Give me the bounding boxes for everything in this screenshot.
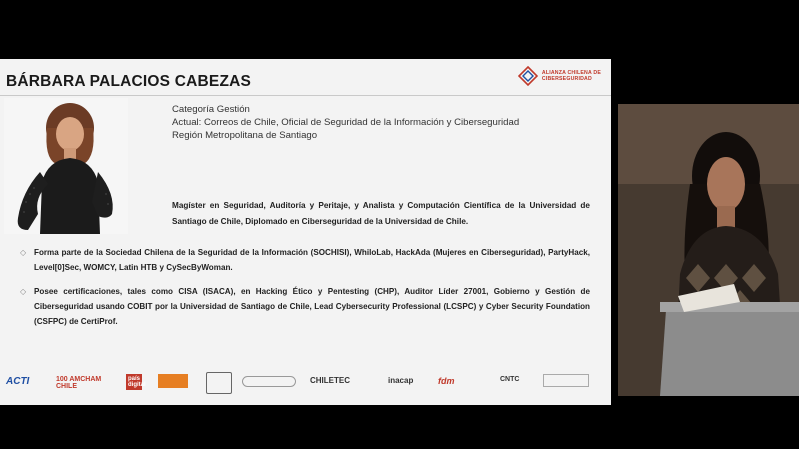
bio-bullet-text: Forma parte de la Sociedad Chilena de la Seguridad de la Información (SOCHISI), WhiloLab, HackAda (Mujeres en Ciberseguridad), PartyHack, Level[0]Sec, WOMCY, Latin HTB y CySecByWoman. [34, 248, 590, 272]
bio-bullet-list [20, 245, 590, 338]
chiletec-logo: CHILETEC [310, 376, 350, 385]
alliance-logo-line1: ALIANZA CHILENA DE [541, 70, 601, 76]
speaker-current-role: Actual: Correos de Chile, Oficial de Seguridad de la Información y Ciberseguridad [172, 117, 520, 129]
header-divider [0, 95, 611, 96]
speaker-photo [4, 98, 128, 234]
speaker-region: Región Metropolitana de Santiago [172, 130, 318, 142]
bio-bullet [20, 284, 590, 329]
bullet-marker-icon: ◇ [20, 248, 27, 257]
pais-digital-logo: país digital [128, 376, 146, 388]
presentation-slide [0, 59, 611, 405]
alliance-logo-line2: CIBERSEGURIDAD [541, 76, 592, 82]
speaker-category: Categoría Gestión [172, 104, 250, 115]
ccs-logo-icon [242, 376, 296, 387]
university-logo-icon [206, 372, 232, 394]
cntc-logo: CNTC [500, 376, 520, 383]
speaker-details [172, 103, 519, 143]
colegio-ingenieros-logo-icon [543, 374, 589, 387]
fdm-logo: fdm [438, 376, 455, 386]
bio-bullet-text: Posee certificaciones, tales como CISA (ISACA), en Hacking Ético y Pentesting (CHP), Auditor Líder 27001, Gobierno y Gestión de Ciberseguridad usando COBIT por la Universidad de Santiago de Chile, Lead Cybersecurity Professional (LCSPC) y Cyber Security Foundation (CSFPC) de CertiProf. [34, 287, 590, 326]
alliance-logo [518, 66, 601, 86]
speaker-degree: Magíster en Seguridad, Auditoría y Peritaje, y Analista y Computación Científica de la Universidad de Santiago de Chile, Diplomado en Ciberseguridad de la Universidad de Chile. [172, 201, 590, 226]
amcham-logo: 100 AMCHAM CHILE [56, 376, 102, 390]
inacap-logo: inacap [388, 376, 414, 385]
bio-bullet [20, 245, 590, 275]
partner-logos-strip [0, 370, 611, 402]
association-logo-icon [158, 374, 188, 388]
bullet-marker-icon: ◇ [20, 287, 27, 296]
speaker-name: BÁRBARA PALACIOS CABEZAS [6, 73, 252, 90]
speaker-video-feed [618, 104, 799, 396]
acti-logo: ACTI [6, 376, 30, 387]
alliance-diamond-icon [518, 66, 538, 86]
